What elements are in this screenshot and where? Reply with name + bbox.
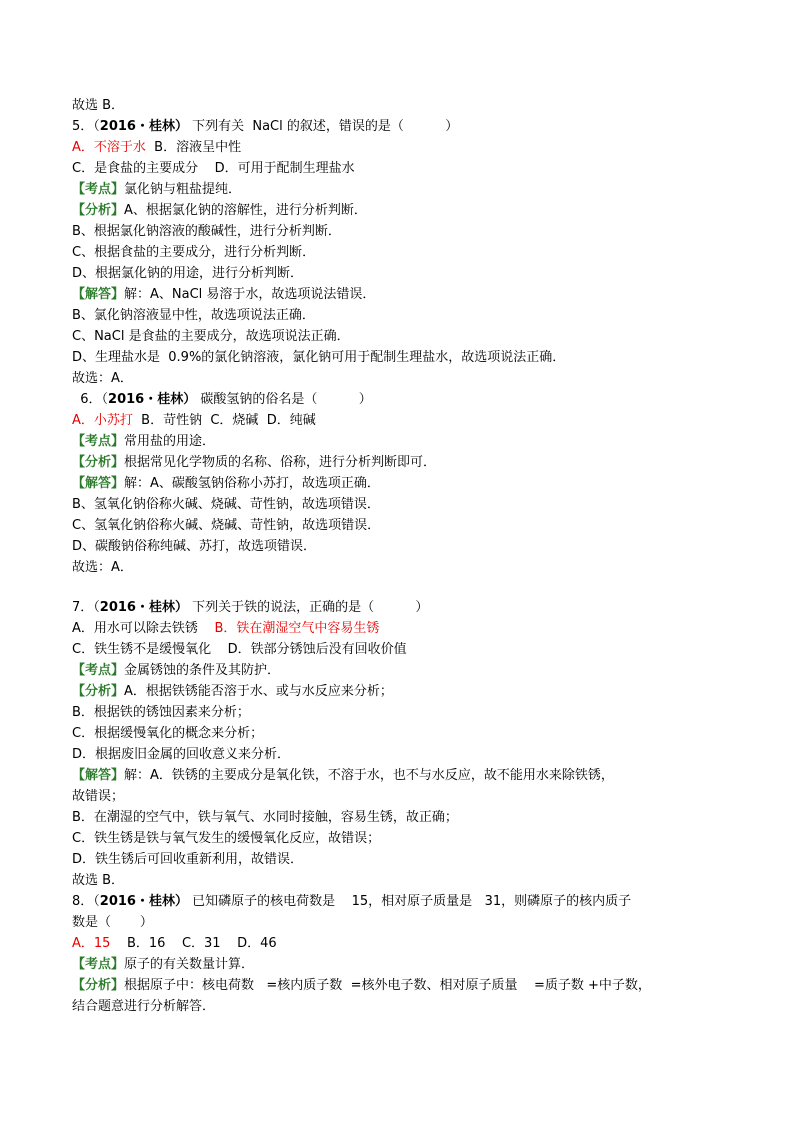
text-line: C、根据食盐的主要成分，进行分析判断．	[72, 245, 316, 260]
question-6-options: A．小苏打 B．苛性钠 C．烧碱 D．纯碱	[72, 413, 316, 428]
answer-line: 故选：A．	[72, 560, 133, 575]
text-line: D．铁生锈后可回收重新利用，故错误．	[72, 852, 304, 867]
text-line: C、NaCl 是食盐的主要成分，故选项说法正确．	[72, 329, 350, 344]
jieda-line: 【解答】解：A、NaCl 易溶于水，故选项说法错误．	[72, 287, 376, 302]
fenxi-tag: 【分析】	[72, 684, 125, 699]
kaodian-tag: 【考点】	[72, 434, 125, 449]
correct-option: A．小苏打	[72, 413, 133, 428]
answer-line: 故选：A．	[72, 371, 133, 386]
text-line: B、氢氧化钠俗称火碱、烧碱、苛性钠，故选项错误．	[72, 497, 380, 512]
jieda-tag: 【解答】	[72, 476, 125, 491]
text-line: B、根据氯化钠溶液的酸碱性，进行分析判断．	[72, 224, 341, 239]
question-7-stem: 7．（2016・桂林） 下列关于铁的说法，正确的是（ ）	[72, 600, 429, 615]
kaodian-line: 【考点】原子的有关数量计算．	[72, 957, 255, 972]
answer-line: 故选 B．	[72, 873, 125, 888]
text-line: B．根据铁的锈蚀因素来分析；	[72, 705, 250, 720]
kaodian-line: 【考点】氯化钠与粗盐提纯．	[72, 182, 242, 197]
jieda-line: 【解答】解：A．铁锈的主要成分是氧化铁，不溶于水，也不与水反应，故不能用水来除铁锈，	[72, 768, 614, 783]
question-8-stem: 8．（2016・桂林） 已知磷原子的核电荷数是 15，相对原子质量是 31，则磷原子的核内质子	[72, 894, 632, 909]
fenxi-line: 【分析】根据原子中：核电荷数 =核内质子数 =核外电子数、相对原子质量 =质子数 +中子数，	[72, 978, 651, 993]
question-source: 2016・桂林）	[99, 600, 188, 615]
kaodian-tag: 【考点】	[72, 957, 125, 972]
question-source: 2016・桂林）	[99, 894, 188, 909]
text-line: D、生理盐水是 0.9%的氯化钠溶液，氯化钠可用于配制生理盐水，故选项说法正确．	[72, 350, 566, 365]
answer-line: 故选 B．	[72, 98, 125, 113]
text-line: B．在潮湿的空气中，铁与氧气、水同时接触，容易生锈，故正确；	[72, 810, 458, 825]
text-line: D、根据氯化钠的用途，进行分析判断．	[72, 266, 304, 281]
question-8-stem-cont: 数是（ ）	[72, 915, 153, 930]
question-5-options-ab: A．不溶于水 B．溶液呈中性	[72, 140, 242, 155]
text-line: C．根据缓慢氧化的概念来分析；	[72, 726, 264, 741]
correct-option: A．不溶于水	[72, 140, 146, 155]
fenxi-line: 【分析】A、根据氯化钠的溶解性，进行分析判断．	[72, 203, 367, 218]
text-line: 故错误；	[72, 789, 125, 804]
question-source: 2016・桂林）	[108, 392, 197, 407]
kaodian-line: 【考点】常用盐的用途．	[72, 434, 216, 449]
jieda-line: 【解答】解：A、碳酸氢钠俗称小苏打，故选项正确．	[72, 476, 380, 491]
jieda-tag: 【解答】	[72, 768, 125, 783]
kaodian-line: 【考点】金属锈蚀的条件及其防护．	[72, 663, 281, 678]
correct-option: B．铁在潮湿空气中容易生锈	[214, 621, 380, 636]
text-line: C．铁生锈是铁与氧气发生的缓慢氧化反应，故错误；	[72, 831, 381, 846]
question-7-options-ab: A．用水可以除去铁锈 B．铁在潮湿空气中容易生锈	[72, 621, 380, 636]
fenxi-line: 【分析】A．根据铁锈能否溶于水、或与水反应来分析；	[72, 684, 393, 699]
question-8-options: A．15 B．16 C．31 D．46	[72, 936, 277, 951]
question-6-stem: 6．（2016・桂林） 碳酸氢钠的俗名是（ ）	[72, 392, 372, 407]
text-line: D．根据废旧金属的回收意义来分析．	[72, 747, 291, 762]
jieda-tag: 【解答】	[72, 287, 125, 302]
text-line: D、碳酸钠俗称纯碱、苏打，故选项错误．	[72, 539, 317, 554]
text-line: B、氯化钠溶液显中性，故选项说法正确．	[72, 308, 315, 323]
fenxi-tag: 【分析】	[72, 978, 125, 993]
text-line: C、氢氧化钠俗称火碱、烧碱、苛性钠，故选项错误．	[72, 518, 381, 533]
question-5-options-cd: C．是食盐的主要成分 D．可用于配制生理盐水	[72, 161, 355, 176]
text-line: 结合题意进行分析解答．	[72, 999, 216, 1014]
fenxi-tag: 【分析】	[72, 455, 125, 470]
correct-option: A．15	[72, 936, 111, 951]
fenxi-tag: 【分析】	[72, 203, 125, 218]
question-source: 2016・桂林）	[99, 119, 188, 134]
kaodian-tag: 【考点】	[72, 182, 125, 197]
fenxi-line: 【分析】根据常见化学物质的名称、俗称，进行分析判断即可．	[72, 455, 437, 470]
kaodian-tag: 【考点】	[72, 663, 125, 678]
question-7-options-cd: C．铁生锈不是缓慢氧化 D．铁部分锈蚀后没有回收价值	[72, 642, 407, 657]
question-5-stem: 5．（2016・桂林） 下列有关 NaCl 的叙述，错误的是（ ）	[72, 119, 459, 134]
